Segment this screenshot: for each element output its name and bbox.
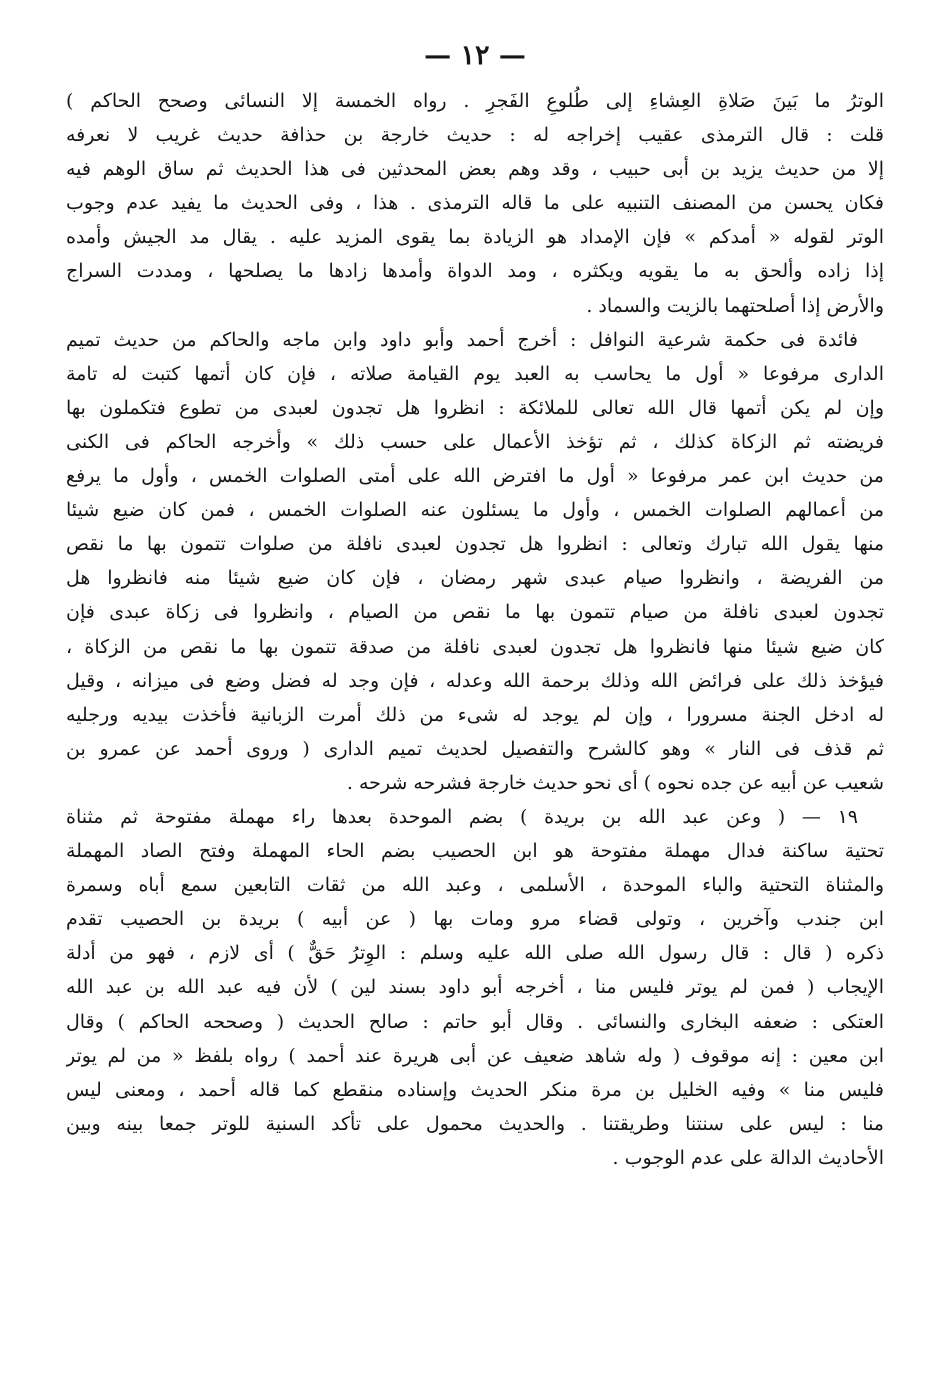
text-line: فكان يحسن من المصنف التنبيه على ما قاله الترمذى . هذا ، وفى الحديث ما يفيد عدم وجوب	[66, 192, 884, 215]
text-line: العتكى : ضعفه البخارى والنسائى . وقال أبو حاتم : صالح الحديث ( وصححه الحاكم ) وقال	[66, 1010, 884, 1033]
text-line: ابن معين : إنه موقوف ( وله شاهد ضعيف عن أبى هريرة عند أحمد ) رواه بلفظ « من لم يوتر	[66, 1044, 884, 1067]
text-line: منها يقول الله تبارك وتعالى : انظروا هل تجدون لعبدى نافلة من صلوات تتمون بها ما نقص	[66, 533, 884, 556]
text-line: الدارى مرفوعا « أول ما يحاسب به العبد يوم القيامة صلاته ، فإن كان أتمها كتبت له تامة	[66, 362, 884, 385]
text-line: ١٩ — ( وعن عبد الله بن بريدة ) بضم الموحدة بعدها راء مهملة مفتوحة ثم مثناة	[66, 805, 858, 828]
text-line: من حديث ابن عمر مرفوعا « أول ما افترض الله على أمتى الصلوات الخمس ، وأول ما يرفع	[66, 465, 884, 488]
text-line: من الفريضة ، وانظروا صيام عبدى شهر رمضان ، فإن كان ضيع شيئا منه فانظروا هل	[66, 567, 884, 590]
text-line: والمثناة التحتية والباء الموحدة ، الأسلمى ، وعبد الله من ثقات التابعين سمع أباه وسمرة	[66, 874, 884, 897]
text-line: إلا من حديث يزيد بن أبى حبيب ، وقد وهم بعض المحدثين فى هذا الحديث ثم ساق الوهم فيه	[66, 158, 884, 181]
text-line: تجدون لعبدى نافلة من صيام تتمون بها ما نقص من الصيام ، وانظروا فى زكاة عبدى فإن	[66, 601, 884, 624]
text-line: الأحاديث الدالة على عدم الوجوب .	[612, 1146, 884, 1169]
text-line: من أعمالهم الصلوات الخمس ، وأول ما يسئلون عنه الصلوات الخمس ، فمن كان ضيع شيئا	[66, 499, 884, 522]
text-line: والأرض إذا أصلحتهما بالزيت والسماد .	[586, 294, 884, 317]
text-line: ذكره ( قال : قال رسول الله صلى الله عليه وسلم : الوِترُ حَقٌّ ) أى لازم ، فهو من أدلة	[66, 942, 884, 965]
text-line: فيؤخذ ذلك على فرائض الله وذلك برحمة الله وعدله ، فإن وجد له فضل وضع فى ميزانه ، وقيل	[66, 669, 884, 692]
text-line: له ادخل الجنة مسرورا ، وإن لم يوجد له شىء من ذلك أمرت الزبانية فأخذت بيديه ورجليه	[66, 703, 884, 726]
text-line: شعيب عن أبيه عن جده نحوه ) أى نحو حديث خارجة فشرحه شرحه .	[346, 771, 884, 794]
text-line: فليس منا » وفيه الخليل بن مرة منكر الحديث وإسناده منقطع كما قاله أحمد ، ومعنى ليس	[66, 1078, 884, 1101]
text-line: الإيجاب ( فمن لم يوتر فليس منا ، أخرجه أبو داود بسند لين ) لأن فيه عبد الله بن عبد الله	[66, 976, 884, 999]
text-line: فائدة فى حكمة شرعية النوافل : أخرج أحمد وأبو داود وابن ماجه والحاكم من حديث تميم	[66, 328, 858, 351]
text-line: قلت : قال الترمذى عقيب إخراجه له : حديث خارجة بن حذافة حديث غريب لا نعرفه	[66, 124, 884, 147]
text-line: الوترُ ما بَينَ صَلاةِ العِشاءِ إلى طُلوعِ الفَجرِ . رواه الخمسة إلا النسائى وصحح الحاكم )	[66, 90, 884, 112]
body-text	[66, 84, 884, 1175]
text-line: وإن لم يكن أتمها قال الله تعالى للملائكة : انظروا هل تجدون لعبدى من تطوع فتكملون بها	[66, 396, 884, 419]
page-number: — ١٢ —	[424, 40, 526, 71]
text-line: ثم قذف فى النار » وهو كالشرح والتفصيل لحديث تميم الدارى ( وروى أحمد عن عمرو بن	[66, 737, 884, 760]
text-line: منا : ليس على سنتنا وطريقتنا . والحديث محمول على تأكد السنية للوتر جمعا بينه وبين	[66, 1112, 884, 1135]
text-line: كان ضيع شيئا منها فانظروا هل تجدون لعبدى نافلة من صدقة تتمون بها ما نقص من الزكاة ،	[66, 635, 884, 658]
text-line: ابن جندب وآخرين ، وتولى قضاء مرو ومات بها ( عن أبيه ) بريدة بن الحصيب تقدم	[66, 908, 884, 931]
text-line: الوتر لقوله « أمدكم » فإن الإمداد هو الزيادة بما يقوى المزيد عليه . يقال مد الجيش وأمده	[66, 226, 884, 249]
text-line: إذا زاده وألحق به ما يقويه ويكثره ، ومد الدواة وأمدها زادها ما يصلحها ، ومددت السراج	[66, 260, 884, 283]
text-line: فريضته ثم الزكاة كذلك ، ثم تؤخذ الأعمال على حسب ذلك » وأخرجه الحاكم فى الكنى	[66, 430, 884, 453]
text-line: تحتية ساكنة فدال مهملة مفتوحة هو ابن الحصيب بضم الحاء المهملة وفتح الصاد المهملة	[66, 840, 884, 863]
